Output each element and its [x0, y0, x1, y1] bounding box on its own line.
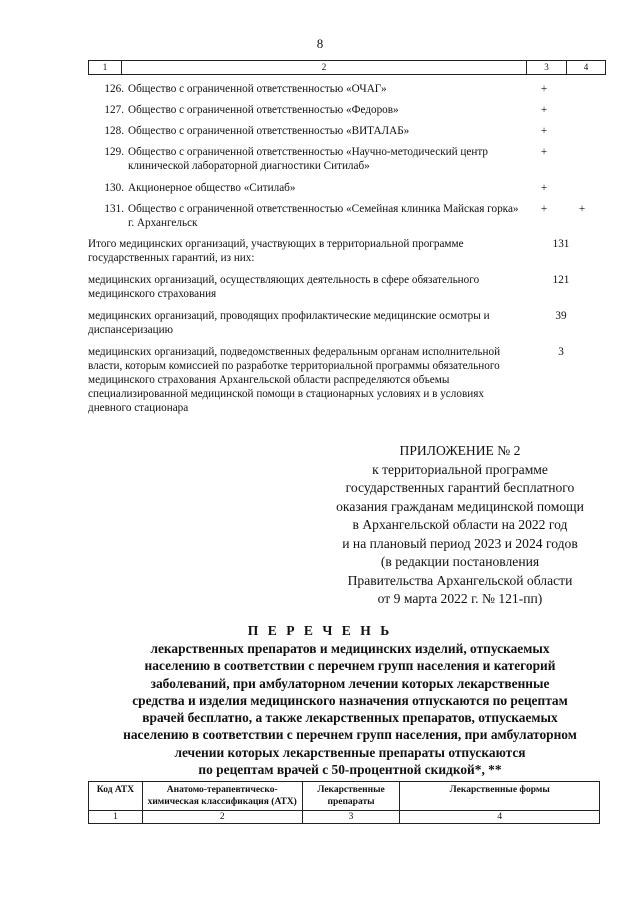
header-cell-3: 3 [527, 61, 567, 74]
organization-name: Общество с ограниченной ответственностью «ВИТАЛАБ» [128, 125, 410, 137]
table-header-row [88, 60, 606, 75]
mark-col-3: + [540, 182, 548, 194]
list-title-line: населению в соответствии с перечнем групп населения, при амбулаторном [123, 727, 577, 743]
appendix-line: (в редакции постановления [380, 554, 540, 569]
organization-name: Общество с ограниченной ответственностью «ОЧАГ» [128, 83, 387, 95]
summary-value: 121 [552, 274, 570, 286]
appendix-line: к территориальной программе [372, 461, 548, 477]
page-number: 8 [316, 36, 324, 51]
appendix-block [300, 442, 620, 609]
header-cell-2: 2 [122, 61, 527, 74]
list-title-line: лекарственных препаратов и медицинских изделий, отпускаемых [150, 641, 550, 656]
list-title-line: заболеваний, при амбулаторном лечении которых лекарственные [150, 675, 550, 691]
row-number: 129. [104, 146, 124, 158]
row-number: 130. [104, 182, 124, 194]
row-number: 126. [104, 83, 124, 95]
mark-col-4 [562, 145, 602, 173]
summary-label: медицинских организаций, проводящих профилактические медицинские осмотры и диспансеризацию [88, 310, 490, 336]
appendix-line: в Архангельской области на 2022 год [352, 517, 568, 532]
table-index-row [89, 811, 600, 824]
appendix-line: государственных гарантий бесплатного [345, 480, 575, 495]
table-row [88, 202, 606, 230]
table-row [88, 124, 606, 138]
list-title-line: населению в соответствии с перечнем групп населения и категорий [144, 658, 556, 674]
appendix-line: оказания гражданам медицинской помощи [336, 498, 584, 514]
list-heading: П Е Р Е Ч Е Н Ь [247, 623, 393, 638]
list-title [100, 640, 600, 778]
mark-col-3: + [540, 146, 548, 158]
mark-col-4 [562, 181, 602, 195]
index-cell-4: 4 [400, 811, 600, 824]
mark-col-4 [562, 82, 602, 96]
appendix-line: от 9 марта 2022 г. № 121-пп) [377, 591, 543, 606]
organization-name: Общество с ограниченной ответственностью «Семейная клиника Майская горка» г. Архангельск [128, 203, 519, 229]
appendix-title: ПРИЛОЖЕНИЕ № 2 [399, 443, 521, 458]
table-row [88, 103, 606, 117]
header-atc-classification: Анатомо-терапевтическо-химическая классификация (АТХ) [142, 782, 302, 811]
row-number: 131. [104, 203, 124, 215]
header-cell-4: 4 [583, 62, 589, 72]
index-cell-3: 3 [302, 811, 400, 824]
index-cell-1: 1 [89, 811, 143, 824]
mark-col-3: + [540, 83, 548, 95]
table-header-row [89, 782, 600, 811]
summary-row [88, 345, 606, 415]
summary-label: медицинских организаций, подведомственных федеральным органам исполнительной власти, которым комиссией по разработке территориальной программы обязательного медицинского страхования Архангельской области распределяются объемы специализированной медицинской помощи в стационарных условиях и в условиях дневного стационара [88, 346, 501, 414]
row-number: 127. [104, 104, 124, 116]
appendix-line: и на плановый период 2023 и 2024 годов [342, 535, 578, 551]
mark-col-4 [562, 103, 602, 117]
summary-value: 3 [558, 346, 564, 358]
organization-name: Акционерное общество «Ситилаб» [128, 182, 296, 194]
appendix-line: Правительства Архангельской области [347, 572, 573, 588]
list-title-line: врачей бесплатно, а также лекарственных препаратов, отпускаемых [142, 710, 558, 726]
list-title-line: по рецептам врачей с 50-процентной скидкой*, ** [198, 762, 502, 778]
mark-col-3: + [540, 104, 548, 116]
mark-col-3: + [540, 203, 548, 215]
organization-name: Общество с ограниченной ответственностью «Научно-методический центр клинической лабораторной диагностики Ситилаб» [128, 146, 488, 172]
header-atc-code: Код АТХ [89, 782, 143, 811]
table-row [88, 145, 606, 173]
summary-value: 131 [552, 238, 570, 250]
summary-label: Итого медицинских организаций, участвующих в территориальной программе государственных гарантий, из них: [88, 238, 464, 264]
summary-row [88, 273, 606, 301]
mark-col-4 [562, 124, 602, 138]
row-number: 128. [104, 125, 124, 137]
table-row [88, 82, 606, 96]
mark-col-4: + [578, 203, 586, 215]
summary-label: медицинских организаций, осуществляющих деятельность в сфере обязательного медицинского страхования [88, 274, 480, 300]
table-row [88, 181, 606, 195]
summary-value: 39 [555, 310, 567, 322]
summary-row [88, 237, 606, 265]
mark-col-3: + [540, 125, 548, 137]
header-medicines: Лекарственные препараты [302, 782, 400, 811]
list-title-line: средства и изделия медицинского назначения отпускаются по рецептам [132, 692, 568, 708]
organization-name: Общество с ограниченной ответственностью «Федоров» [128, 104, 399, 116]
list-title-line: лечении которых лекарственные препараты отпускаются [174, 744, 526, 760]
medicines-table [88, 781, 600, 824]
index-cell-2: 2 [142, 811, 302, 824]
summary-row [88, 309, 606, 337]
organizations-table [88, 60, 606, 415]
header-cell-1: 1 [89, 61, 122, 74]
header-dosage-forms: Лекарственные формы [400, 782, 600, 811]
